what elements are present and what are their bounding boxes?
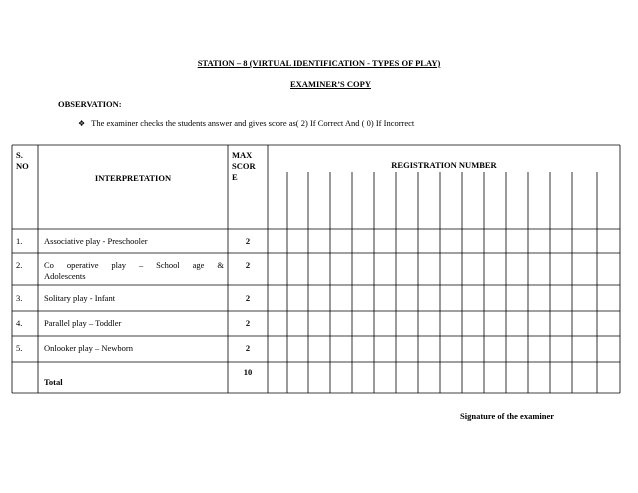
examiner-signature-label: Signature of the examiner [460, 411, 555, 421]
sno-header-line1: S. [16, 150, 23, 160]
examiner-copy-subtitle: EXAMINER’S COPY [290, 79, 371, 89]
row-4-interpretation: Parallel play – Toddler [44, 318, 122, 328]
instruction-text: The examiner checks the students answer and gives score as( 2) If Correct And ( 0) If Incorrect [91, 118, 415, 128]
total-label: Total [44, 377, 63, 387]
row-1-sno: 1. [16, 236, 23, 246]
row-5-max-score: 2 [245, 343, 251, 353]
page-title: STATION – 8 (VIRTUAL IDENTIFICATION - TYPES OF PLAY) [197, 58, 441, 68]
row-3-interpretation: Solitary play - Infant [44, 293, 116, 303]
max-header-line3: E [232, 172, 238, 182]
row-1-max-score: 2 [245, 236, 251, 246]
row-5-sno: 5. [16, 343, 23, 353]
row-2-max-score: 2 [245, 260, 251, 270]
row-2-interpretation [44, 260, 224, 282]
row-5-interpretation: Onlooker play – Newborn [44, 343, 133, 353]
sno-header [16, 150, 29, 172]
row-2-sno: 2. [16, 260, 23, 270]
instruction-line [78, 118, 414, 128]
max-header-line1: MAX [232, 150, 253, 160]
row-4-max-score: 2 [245, 318, 251, 328]
row-3-sno: 3. [16, 293, 23, 303]
row-2-interpretation-line2: Adolescents [44, 271, 86, 281]
max-header-line2: SCOR [232, 161, 256, 171]
total-max-score: 10 [243, 367, 253, 377]
row-1-interpretation: Associative play - Preschooler [44, 236, 148, 246]
row-2-interpretation-line1: Co operative play – School age & [44, 260, 224, 270]
observation-label: OBSERVATION: [58, 99, 122, 109]
diamond-bullet-icon: ❖ [78, 119, 86, 128]
max-score-header [232, 150, 256, 183]
row-3-max-score: 2 [245, 293, 251, 303]
interpretation-header: INTERPRETATION [94, 173, 172, 183]
registration-number-header: REGISTRATION NUMBER [391, 160, 497, 170]
sno-header-line2: NO [16, 161, 29, 171]
row-4-sno: 4. [16, 318, 23, 328]
